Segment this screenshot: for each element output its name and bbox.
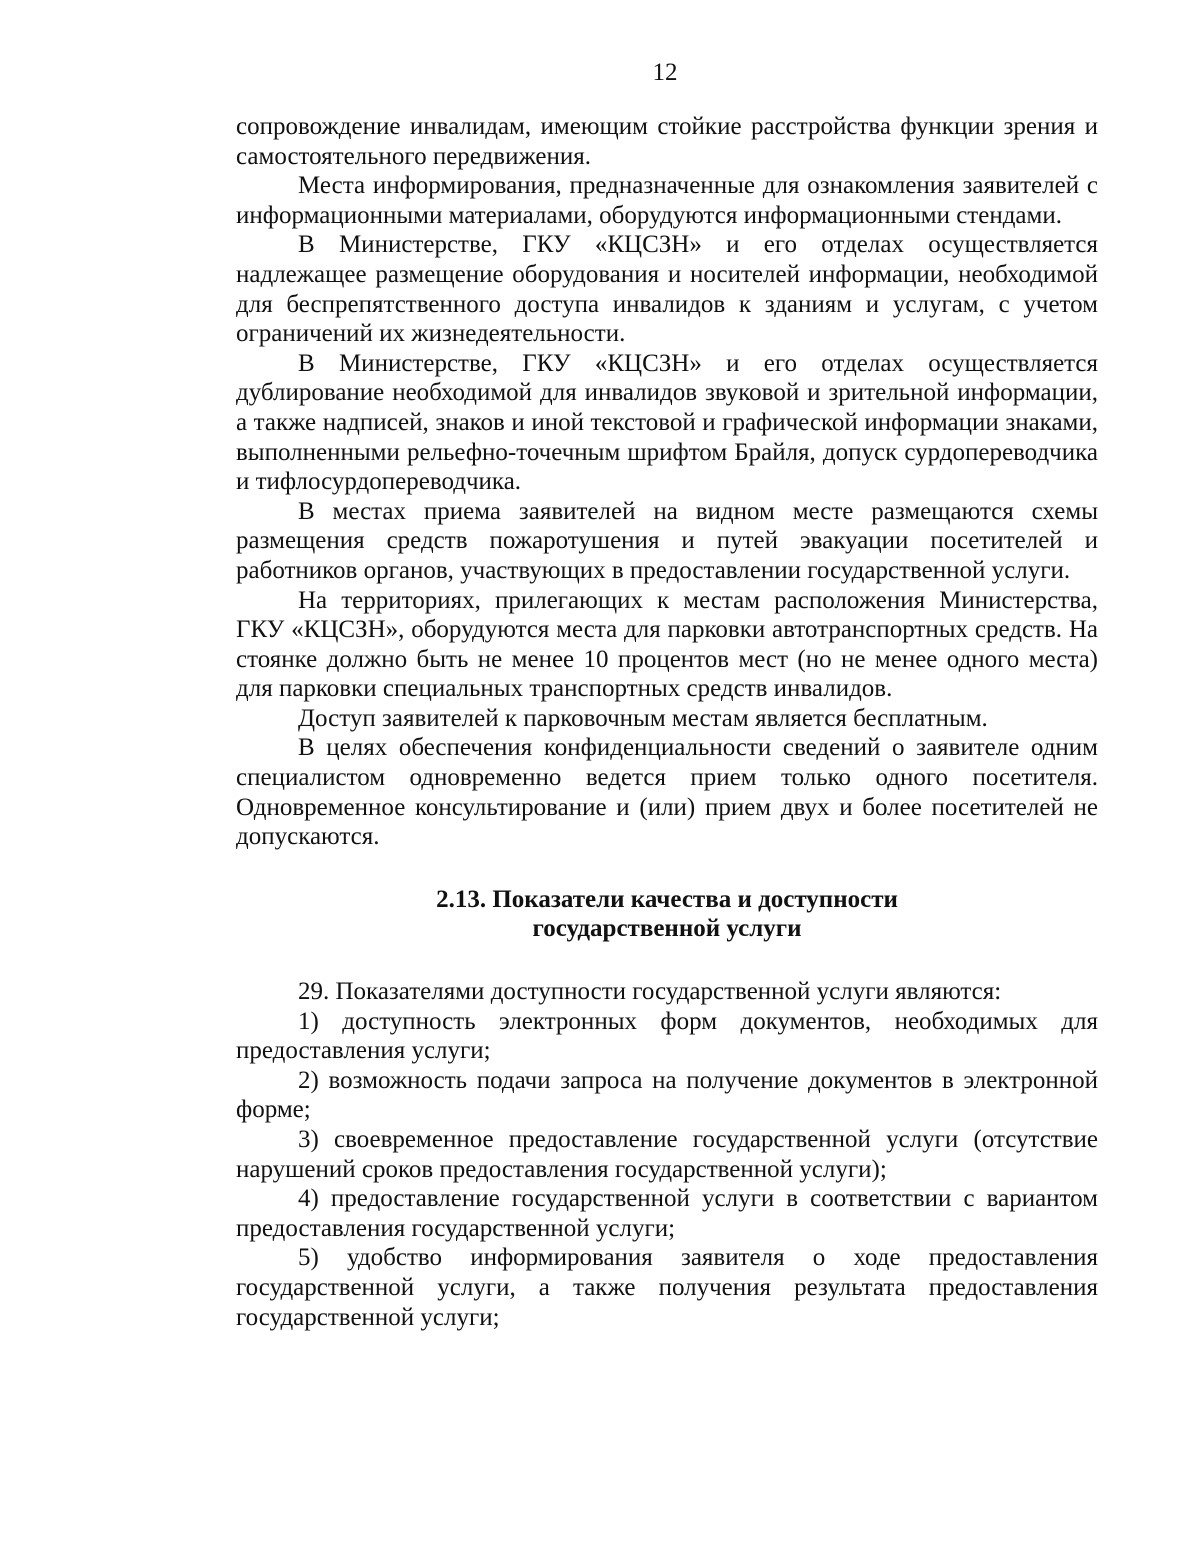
paragraph: В целях обеспечения конфиденциальности сведений о заявителе одним специалистом одновременно ведется прием только одного посетителя. Одновременное консультирование и (или) прием двух и более посетителей не допускаются.: [236, 734, 1098, 851]
paragraph: В Министерстве, ГКУ «КЦСЗН» и его отделах осуществляется надлежащее размещение оборудования и носителей информации, необходимой для беспрепятственного доступа инвалидов к зданиям и услугам, с учетом ограничений их жизнедеятельности.: [236, 231, 1098, 348]
section-heading-line: 2.13. Показатели качества и доступности: [436, 885, 898, 913]
paragraph: В Министерстве, ГКУ «КЦСЗН» и его отделах осуществляется дублирование необходимой для инвалидов звуковой и зрительной информации, а также надписей, знаков и иной текстовой и графической информации знаками, выполненными рельефно-точечным шрифтом Брайля, допуск сурдопереводчика и тифлосурдопереводчика.: [236, 349, 1098, 496]
section-heading-line: государственной услуги: [532, 915, 802, 943]
paragraph: сопровождение инвалидам, имеющим стойкие расстройства функции зрения и самостоятельного передвижения.: [236, 113, 1098, 170]
list-item: 2) возможность подачи запроса на получение документов в электронной форме;: [236, 1066, 1098, 1124]
list-item: 1) доступность электронных форм документов, необходимых для предоставления услуги;: [236, 1007, 1098, 1065]
list-item: 3) своевременное предоставление государственной услуги (отсутствие нарушений сроков предоставления государственной услуги);: [236, 1126, 1098, 1183]
section-heading: [236, 885, 1098, 944]
document-body: [236, 112, 1098, 1332]
page-number: 12: [652, 59, 678, 86]
paragraph: В местах приема заявителей на видном месте размещаются схемы размещения средств пожаротушения и путей эвакуации посетителей и работников органов, участвующих в предоставлении государственной услуги.: [236, 497, 1098, 584]
paragraph: Места информирования, предназначенные для ознакомления заявителей с информационными материалами, оборудуются информационными стендами.: [236, 172, 1098, 229]
list-item: 4) предоставление государственной услуги в соответствии с вариантом предоставления государственной услуги;: [236, 1185, 1098, 1242]
paragraph: На территориях, прилегающих к местам расположения Министерства, ГКУ «КЦСЗН», оборудуются места для парковки автотранспортных средств. На стоянке должно быть не менее 10 процентов мест (но не менее одного места) для парковки специальных транспортных средств инвалидов.: [236, 586, 1098, 703]
list-item: 5) удобство информирования заявителя о ходе предоставления государственной услуги, а также получения результата предоставления государственной услуги;: [236, 1244, 1098, 1331]
paragraph: Доступ заявителей к парковочным местам является бесплатным.: [298, 704, 988, 732]
paragraph: 29. Показателями доступности государственной услуги являются:: [298, 978, 1002, 1006]
